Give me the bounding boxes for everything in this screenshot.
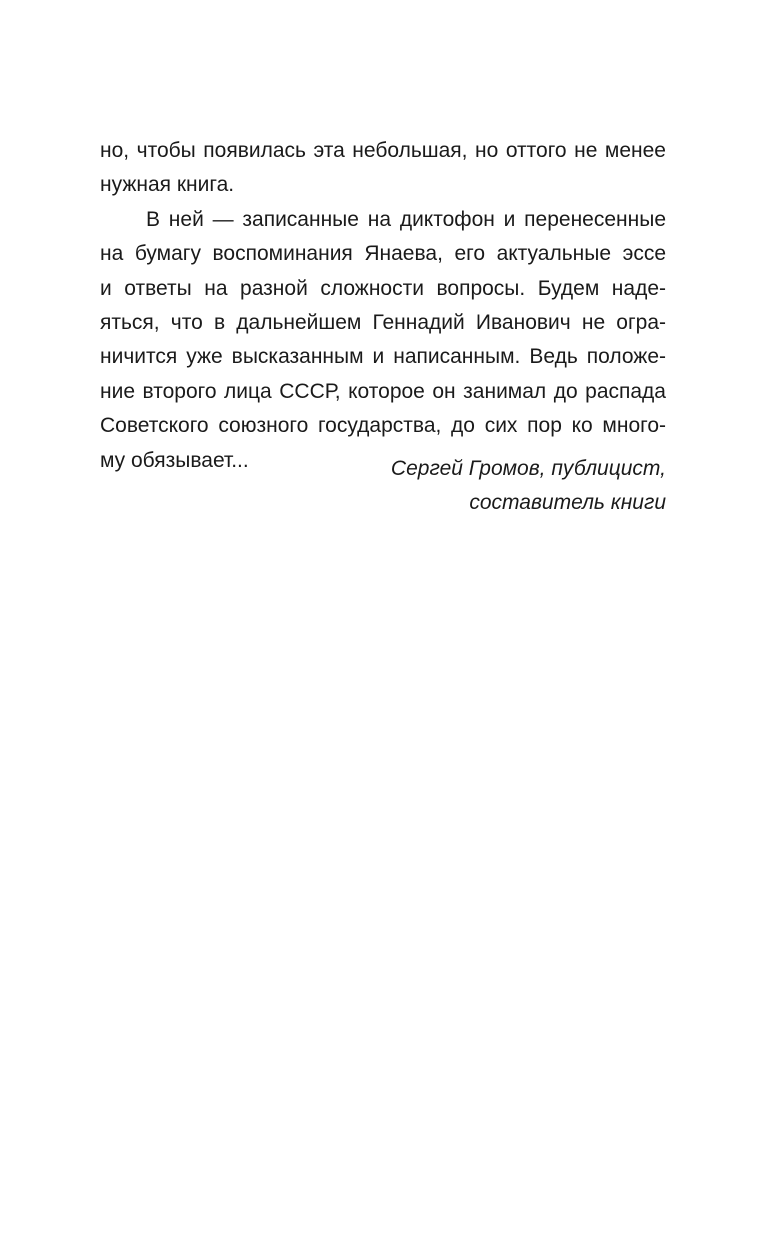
signature-line: Сергей Громов, публицист, [390,457,666,480]
body-text [100,134,666,478]
text-line: В ней — записанные на диктофон и перенесенные [146,207,666,231]
author-signature [391,452,666,521]
text-line: ничится уже высказанным и написанным. Ведь положе- [100,345,666,369]
text-line: и ответы на разной сложности вопросы. Будем наде- [100,276,666,300]
text-line: ние второго лица СССР, которое он занимал до распада [100,379,666,403]
text-line: му обязывает... [100,448,249,472]
text-line: но, чтобы появилась эта небольшая, но оттого не менее [100,139,666,162]
signature-line: составитель книги [469,491,666,515]
text-line: Советского союзного государства, до сих пор ко много- [100,414,666,438]
text-line: на бумагу воспоминания Янаева, его актуальные эссе [100,242,666,266]
text-line: яться, что в дальнейшем Геннадий Иванович не огра- [100,310,666,334]
text-line: нужная книга. [100,173,235,197]
